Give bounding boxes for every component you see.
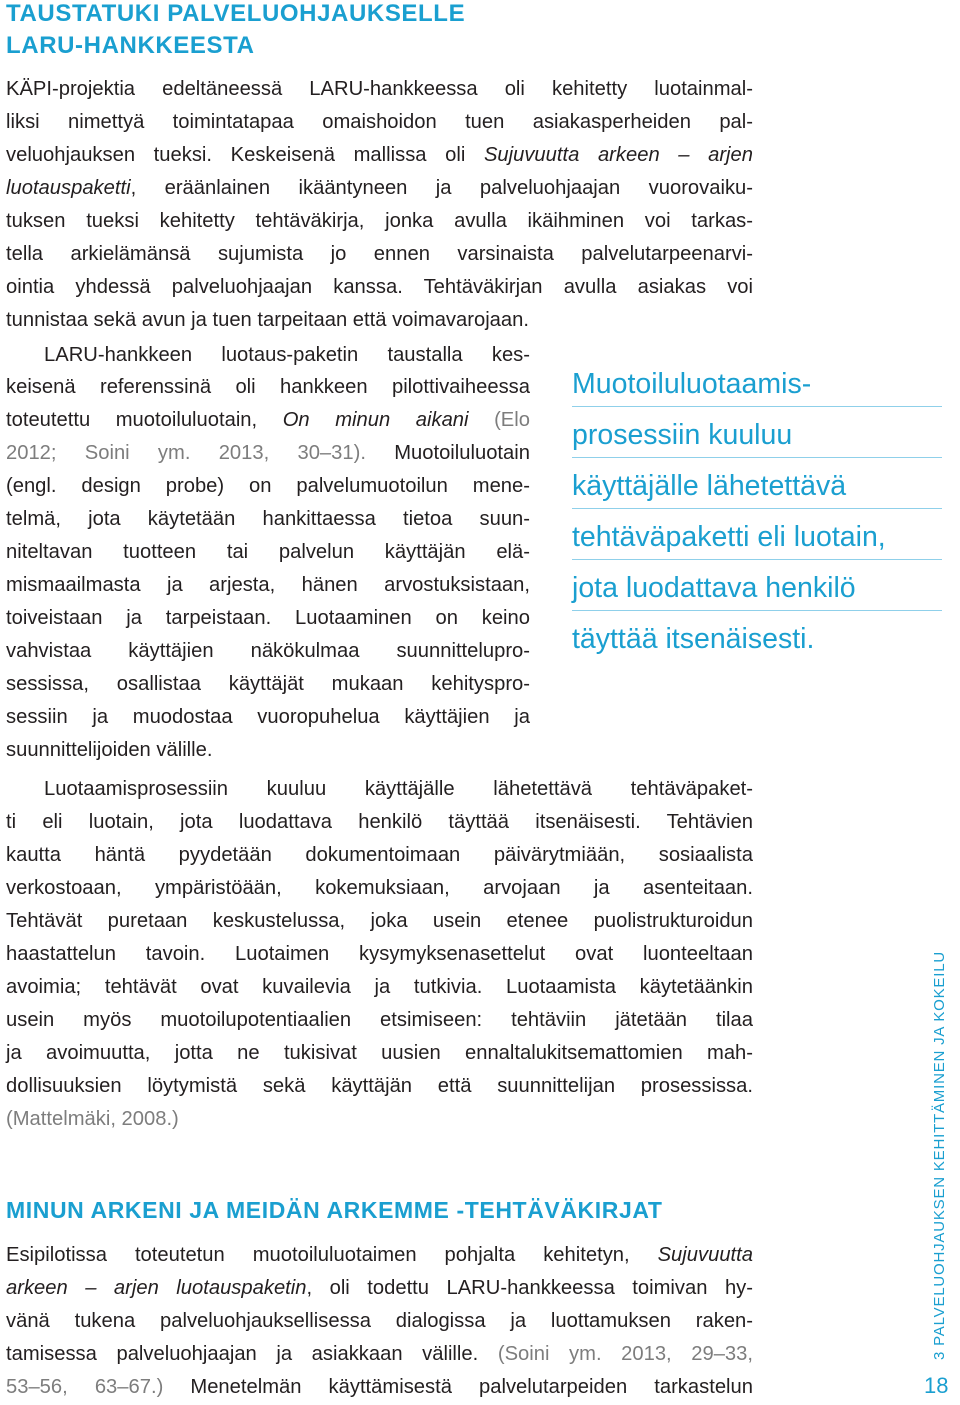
text-line: usein myös muotoilupotentiaalien etsimiseen: tehtäviin jätetään tilaa [6, 1009, 753, 1031]
text-line: kautta häntä pyydetään dokumentoimaan päivärytmiään, sosiaalista [6, 844, 753, 866]
text-line: keisenä referenssinä oli hankkeen pilottivaiheessa [6, 376, 530, 398]
text-line: vänä tukena palveluohjauksellisessa dialogissa ja luottamuksen raken- [6, 1310, 753, 1332]
section-title-line2: LARU-HANKKEESTA [6, 32, 255, 59]
section-title [6, 0, 465, 62]
text-line: luotauspaketti, eräänlainen ikääntyneen ja palveluohjaajan vuorovaiku- [6, 177, 753, 199]
text-line: Luotaamisprosessiin kuuluu käyttäjälle lähetettävä tehtäväpaket- [44, 778, 753, 800]
text-line: telmä, jota käytetään hankittaessa tietoa suun- [6, 508, 530, 530]
text-line: verkostoaan, ympäristöään, kokemuksiaan, arvojaan ja asenteitaan. [6, 877, 753, 899]
text-line: 2012; Soini ym. 2013, 30–31). Muotoiluluotain [6, 442, 530, 464]
text-line: suunnittelijoiden välille. [6, 739, 213, 761]
pull-quote [572, 366, 942, 671]
pull-quote-line: täyttää itsenäisesti. [572, 623, 815, 655]
text-line: Tehtävät puretaan keskustelussa, joka usein etenee puolistrukturoidun [6, 910, 753, 932]
text-line: Esipilotissa toteutetun muotoiluluotaimen pohjalta kehitetyn, Sujuvuutta [6, 1244, 753, 1266]
pull-quote-line: käyttäjälle lähetettävä [572, 468, 942, 509]
pull-quote-line: prosessiin kuuluu [572, 417, 942, 458]
text-line: KÄPI-projektia edeltäneessä LARU-hankkeessa oli kehitetty luotainmal- [6, 78, 753, 100]
chapter-side-label: 3 PALVELUOHJAUKSEN KEHITTÄMINEN JA KOKEILU [931, 951, 948, 1360]
text-line: toiveistaan ja tarpeistaan. Luotaaminen on keino [6, 607, 530, 629]
text-line: ja avoimuutta, jotta ne tukisivat uusien ennaltalukitsemattomien mah- [6, 1042, 753, 1064]
text-line: arkeen – arjen luotauspaketin, oli todettu LARU-hankkeessa toimivan hy- [6, 1277, 753, 1299]
text-line: (engl. design probe) on palvelumuotoilun mene- [6, 475, 530, 497]
pull-quote-line: tehtäväpaketti eli luotain, [572, 519, 942, 560]
text-line: avoimia; tehtävät ovat kuvailevia ja tutkivia. Luotaamista käytetäänkin [6, 976, 753, 998]
text-line: liksi nimettyä toimintatapaa omaishoidon tuen asiakasperheiden pal- [6, 111, 753, 133]
pull-quote-line: Muotoiluluotaamis- [572, 366, 942, 407]
text-line: veluohjauksen tueksi. Keskeisenä mallissa oli Sujuvuutta arkeen – arjen [6, 144, 753, 166]
text-line: vahvistaa käyttäjien näkökulmaa suunnittelupro- [6, 640, 530, 662]
text-line: haastattelun tavoin. Luotaimen kysymyksenasettelut ovat luonteeltaan [6, 943, 753, 965]
text-line: tamisessa palveluohjaajan ja asiakkaan välille. (Soini ym. 2013, 29–33, [6, 1343, 753, 1365]
section-title-line1: TAUSTATUKI PALVELUOHJAUKSELLE [6, 0, 466, 27]
text-line: ointia yhdessä palveluohjaajan kanssa. Tehtäväkirjan avulla asiakas voi [6, 276, 753, 298]
text-line: niteltavan tuotteen tai palvelun käyttäjän elä- [6, 541, 530, 563]
page-number: 18 [924, 1373, 949, 1398]
text-line: (Mattelmäki, 2008.) [6, 1108, 179, 1130]
text-line: 53–56, 63–67.) Menetelmän käyttämisestä palvelutarpeiden tarkastelun [6, 1376, 753, 1398]
text-line: ti eli luotain, jota luodattava henkilö täyttää itsenäisesti. Tehtävien [6, 811, 753, 833]
text-line: tella arkielämänsä sujumista jo ennen varsinaista palvelutarpeenarvi- [6, 243, 753, 265]
text-line: tunnistaa sekä avun ja tuen tarpeitaan että voimavarojaan. [6, 309, 529, 331]
text-line: sessissa, osallistaa käyttäjät mukaan kehityspro- [6, 673, 530, 695]
text-line: sessiin ja muodostaa vuoropuhelua käyttäjien ja [6, 706, 530, 728]
text-line: LARU-hankkeen luotaus-paketin taustalla kes- [44, 344, 530, 366]
text-line: mismaailmasta ja arjesta, hänen arvostuksistaan, [6, 574, 530, 596]
text-line: dollisuuksien löytymistä sekä käyttäjän että suunnittelijan prosessissa. [6, 1075, 753, 1097]
text-line: tuksen tueksi kehitetty tehtäväkirja, jonka avulla ikäihminen voi tarkas- [6, 210, 753, 232]
pull-quote-line: jota luodattava henkilö [572, 570, 942, 611]
text-line: toteutettu muotoiluluotain, On minun aikani (Elo [6, 409, 530, 431]
subsection-title: MINUN ARKENI JA MEIDÄN ARKEMME -TEHTÄVÄKIRJAT [6, 1197, 663, 1223]
